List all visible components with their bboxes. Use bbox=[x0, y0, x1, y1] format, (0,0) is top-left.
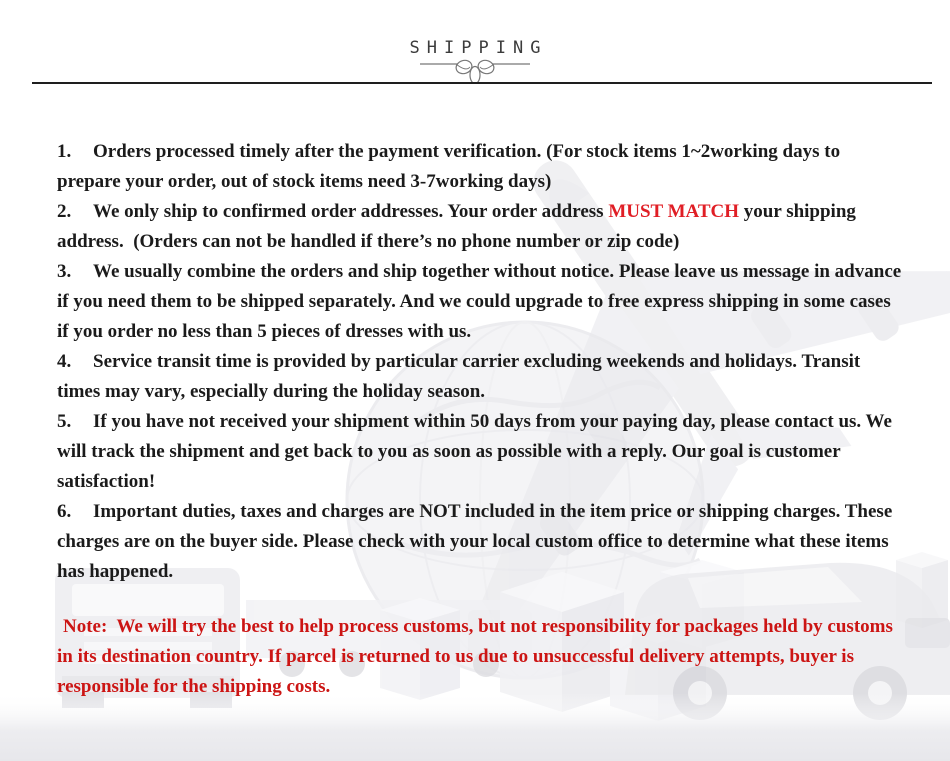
customs-note: Note: We will try the best to help process customs, but not responsibility for packages held by customs in its destination country. If parcel is returned to us due to unsuccessful delivery attempts, buyer is responsible for the shipping costs. bbox=[57, 616, 893, 697]
policy-number: 5. bbox=[57, 411, 72, 432]
must-match-highlight: MUST MATCH bbox=[608, 201, 740, 222]
policy-text: Service transit time is provided by particular carrier excluding weekends and holidays. Transit times may vary, especially during the holiday season. bbox=[57, 351, 861, 402]
policy-text: We only ship to confirmed order addresses. Your order address bbox=[93, 201, 609, 222]
policy-text: Orders processed timely after the payment verification. (For stock items 1~2working days to prepare your order, out of stock items need 3-7working days) bbox=[57, 141, 841, 192]
policy-text: If you have not received your shipment within 50 days from your paying day, please contact us. We will track the shipment and get back to you as soon as possible with a reply. Our goal is customer satisfaction! bbox=[57, 411, 892, 492]
policy-item-5 bbox=[57, 407, 907, 497]
policy-number: 1. bbox=[57, 141, 72, 162]
policy-item-3 bbox=[57, 257, 907, 347]
policy-number: 2. bbox=[57, 201, 72, 222]
section-title: SHIPPING bbox=[409, 38, 548, 58]
policy-number: 6. bbox=[57, 501, 72, 522]
policy-item-4 bbox=[57, 347, 907, 407]
policy-text: We usually combine the orders and ship together without notice. Please leave us message in advance if you need them to be shipped separately. And we could upgrade to free express shipping in some cases if you order no less than 5 pieces of dresses with us. bbox=[57, 261, 902, 342]
floor-shadow bbox=[0, 693, 950, 761]
policy-text: your shipping address. (Orders can not be handled if there’s no phone number or zip code) bbox=[57, 201, 856, 252]
policy-item-1 bbox=[57, 137, 907, 197]
policy-number: 4. bbox=[57, 351, 72, 372]
shipping-policy-list bbox=[57, 137, 907, 702]
policy-text: Important duties, taxes and charges are NOT included in the item price or shipping charges. These charges are on the buyer side. Please check with your local custom office to determine what these items has happened. bbox=[57, 501, 893, 582]
policy-number: 3. bbox=[57, 261, 72, 282]
header-divider bbox=[32, 82, 932, 84]
policy-item-6 bbox=[57, 497, 907, 587]
policy-item-2 bbox=[57, 197, 907, 257]
flourish-ornament-icon bbox=[420, 56, 530, 84]
